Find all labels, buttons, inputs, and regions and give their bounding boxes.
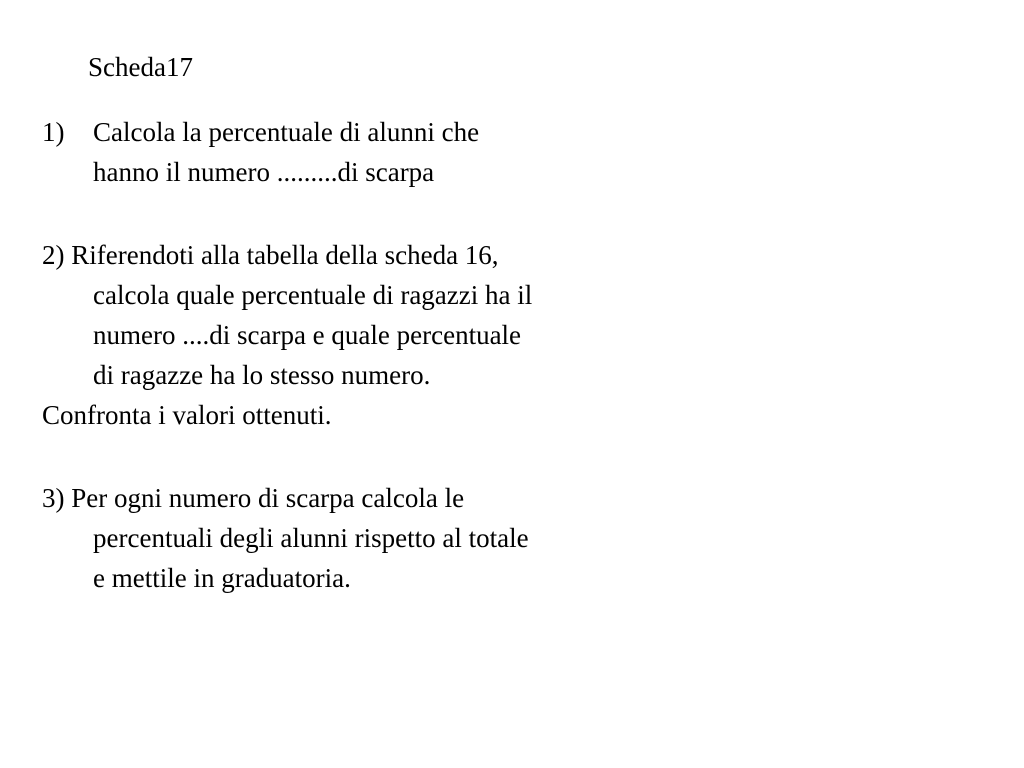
exercise-1-line-1 (42, 112, 742, 152)
exercise-1-line-2: hanno il numero .........di scarpa (93, 157, 435, 187)
exercise-3-line-3: e mettile in graduatoria. (93, 563, 351, 593)
exercise-list (42, 112, 742, 598)
spacer (42, 192, 742, 235)
exercise-item-3 (42, 478, 742, 598)
slide-title: Scheda17 (88, 52, 193, 82)
exercise-item-1 (42, 112, 742, 192)
exercise-2-line-3: numero ....di scarpa e quale percentuale (93, 320, 522, 350)
exercise-2-followup: Confronta i valori ottenuti. (42, 400, 332, 430)
spacer (42, 435, 742, 478)
exercise-item-2 (42, 235, 742, 435)
exercise-1-text-1: Calcola la percentuale di alunni che (93, 117, 480, 147)
exercise-3-line-1: 3) Per ogni numero di scarpa calcola le (42, 483, 465, 513)
exercise-2-line-1: 2) Riferendoti alla tabella della scheda 16, (42, 240, 499, 270)
exercise-1-number: 1) (42, 117, 65, 147)
exercise-2-line-4: di ragazze ha lo stesso numero. (93, 360, 431, 390)
exercise-2-line-2: calcola quale percentuale di ragazzi ha il (93, 280, 533, 310)
exercise-3-line-2: percentuali degli alunni rispetto al totale (93, 523, 529, 553)
